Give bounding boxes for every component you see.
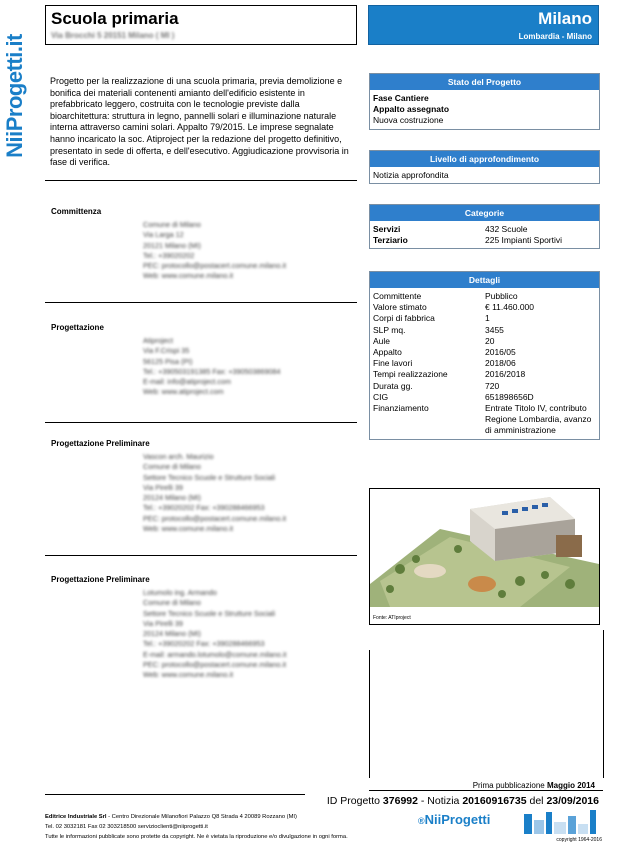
- notizia-value: 20160916735: [462, 795, 527, 807]
- footer-notice: Tutte le informazioni pubblicate sono protette da copyright. Ne è vietata la riproduzione e/o divulgazione in ogni forma.: [45, 834, 348, 840]
- section-committenza: [45, 207, 357, 282]
- contact-line: PEC: protocollo@postacert.comune.milano.it: [143, 660, 287, 670]
- right-column-rule: [369, 650, 370, 778]
- table-row: [373, 381, 596, 392]
- stato-tipo: Nuova costruzione: [373, 115, 444, 126]
- panel-header: Stato del Progetto: [370, 74, 599, 90]
- contact-line: Settore Tecnico Scuole e Strutture Sociali: [143, 472, 276, 482]
- right-edge-rule: [603, 630, 604, 778]
- contact-line: Via F.Crispi 35: [143, 346, 190, 356]
- contact-line: Web: www.comune.milano.it: [143, 524, 234, 534]
- table-row: [373, 224, 596, 235]
- footer-brand: [418, 812, 490, 827]
- footer-copyright: copyright 1964-2016: [556, 837, 602, 843]
- row-key: Servizi: [373, 224, 401, 234]
- table-row: [373, 313, 596, 324]
- notizia-label: - Notizia: [420, 795, 460, 807]
- row-key: SLP mq.: [373, 324, 406, 335]
- panel-body: [370, 221, 599, 248]
- contact-line: E-mail: armando.lotumolo@comune.milano.it: [143, 649, 287, 659]
- contact-line: Lotumolo ing. Armando: [143, 588, 217, 597]
- table-row: [373, 336, 596, 347]
- footer-logo: [418, 810, 602, 843]
- dettagli-table: [373, 291, 596, 437]
- first-publication: [473, 781, 595, 790]
- section-heading: Progettazione Preliminare: [51, 439, 150, 448]
- footer-address: - Centro Direzionale Milanofiori Palazzo Q8 Strada 4 20089 Rozzano (MI): [106, 814, 297, 820]
- contact-line: Atiproject: [143, 336, 173, 345]
- section-divider: [45, 302, 357, 303]
- page-title: Scuola primaria: [51, 9, 179, 28]
- section-progettazione-preliminare-2: [45, 575, 357, 681]
- contact-line: 20124 Milano (MI): [143, 493, 201, 503]
- title-box: [45, 5, 357, 45]
- registered-icon: ®: [418, 816, 425, 826]
- row-value: 720: [485, 380, 500, 391]
- table-row: [373, 291, 596, 302]
- row-value: 2016/2018: [485, 369, 526, 380]
- table-row: [373, 347, 596, 358]
- contact-line: PEC: protocollo@postacert.comune.milano.it: [143, 513, 287, 523]
- panel-header: Categorie: [370, 205, 599, 221]
- section-heading: Committenza: [51, 207, 102, 216]
- panel-stato: [369, 73, 600, 130]
- section-heading: Progettazione: [51, 323, 104, 332]
- project-id-line: [327, 795, 599, 807]
- row-key: Appalto: [373, 347, 402, 358]
- row-value: Pubblico: [485, 291, 518, 301]
- row-value: € 11.460.000: [485, 302, 534, 313]
- section-progettazione: [45, 323, 357, 398]
- contact-line: Via Pirelli 39: [143, 618, 183, 628]
- city-name: Milano: [538, 9, 592, 28]
- panel-dettagli: [369, 271, 600, 440]
- del-label: del: [529, 795, 544, 807]
- contact-line: Web: www.comune.milano.it: [143, 271, 234, 281]
- project-rendering: [369, 488, 600, 625]
- panel-body: [370, 90, 599, 129]
- row-value: Entrate Titolo IV, contributo Regione Lombardia, avanzo di amministrazione: [485, 403, 592, 436]
- side-logo-text: NiiProgetti.it: [2, 33, 27, 158]
- id-label: ID Progetto: [326, 795, 380, 807]
- row-key: Fine lavori: [373, 358, 413, 369]
- row-key: Corpi di fabbrica: [373, 313, 435, 324]
- row-key: Aule: [373, 335, 391, 346]
- table-row: [373, 369, 596, 380]
- table-row: [373, 235, 596, 246]
- panel-livello: [369, 150, 600, 184]
- table-row: [373, 403, 596, 437]
- footer-contacts: Tel. 02 3032181 Fax 02 303218500 servizioclienti@niiprogetti.it: [45, 824, 208, 830]
- photo-caption: Fonte: ATIproject: [373, 615, 411, 621]
- row-key: Valore stimato: [373, 302, 427, 313]
- contact-block: [143, 220, 357, 282]
- contact-block: [143, 452, 357, 534]
- section-divider: [45, 422, 357, 423]
- contact-line: 20124 Milano (MI): [143, 629, 201, 639]
- contact-line: Via Pirelli 39: [143, 482, 183, 492]
- rendering-image: [370, 489, 599, 607]
- contact-line: 56125 Pisa (PI): [143, 356, 193, 366]
- row-key: Terziario: [373, 235, 408, 246]
- footer-company-line: [45, 812, 405, 822]
- row-value: 225 Impianti Sportivi: [485, 235, 563, 246]
- row-key: Finanziamento: [373, 403, 429, 414]
- table-row: [373, 302, 596, 313]
- row-value: 651898656D: [485, 391, 534, 402]
- panel-categorie: [369, 204, 600, 249]
- panel-body: [370, 288, 599, 439]
- first-publication-date: Maggio 2014: [546, 781, 595, 790]
- skyline-icon: [524, 810, 602, 834]
- contact-line: Tel.: +39020202: [143, 250, 195, 260]
- row-value: 2016/05: [485, 347, 516, 358]
- row-key: Durata gg.: [373, 380, 413, 391]
- project-address: Via Brocchi 5 20151 Milano ( MI ): [51, 31, 175, 40]
- id-value: 376992: [382, 795, 418, 807]
- contact-line: Web: www.comune.milano.it: [143, 670, 234, 680]
- description-divider: [45, 180, 357, 181]
- city-box: [368, 5, 599, 45]
- contact-line: Tel.: +39020202 Fax: +390288466953: [143, 503, 265, 513]
- panel-body: [370, 167, 599, 183]
- contact-line: Web: www.atiproject.com: [143, 387, 224, 397]
- livello-value: Notizia approfondita: [373, 170, 449, 180]
- contact-line: Tel.: +39020202 Fax: +390288466953: [143, 639, 265, 649]
- row-value: 3455: [485, 324, 504, 335]
- categorie-table: [373, 224, 596, 246]
- contact-line: Tel.: +390503191385 Fax: +390503869084: [143, 366, 281, 376]
- section-progettazione-preliminare-1: [45, 439, 357, 534]
- footer-divider: [45, 794, 305, 795]
- contact-block: [143, 336, 357, 398]
- panel-header: Dettagli: [370, 272, 599, 288]
- contact-block: [143, 588, 357, 681]
- row-value: 2018/06: [485, 358, 516, 369]
- stato-fase: Fase Cantiere: [373, 93, 429, 103]
- contact-line: PEC: protocollo@postacert.comune.milano.it: [143, 261, 287, 271]
- project-description: Progetto per la realizzazione di una scuola primaria, previa demolizione e bonifica dei materiali contenenti amianto dell'edificio esistente in prefabbricato leggero, costruita con le tecnologie previste dalla bioarchitettura: struttura in legno, pannelli solari e illuminazione naturale interna attraverso camini solari. Appalto 79/2015. Le imprese segnalate hanno incaricato la soc. Atiproject per la redazione del progetto definitivo, presentato in sede di offerta, e dell'esecutivo. Aggiudicazione provvisoria in fase di verifica.: [50, 76, 349, 168]
- section-divider: [45, 555, 357, 556]
- row-value: 432 Scuole: [485, 224, 528, 234]
- publication-divider: [369, 790, 603, 791]
- section-heading: Progettazione Preliminare: [51, 575, 150, 584]
- side-logo: [2, 8, 28, 183]
- row-value: 20: [485, 335, 495, 346]
- contact-line: Comune di Milano: [143, 220, 201, 229]
- footer-company: Editrice Industriale Srl: [45, 814, 107, 820]
- row-value: 1: [485, 313, 490, 324]
- row-key: CIG: [373, 391, 389, 402]
- footer: [45, 812, 405, 842]
- contact-line: Via Larga 12: [143, 230, 184, 240]
- contact-line: 20121 Milano (MI): [143, 240, 201, 250]
- table-row: [373, 325, 596, 336]
- footer-brand-text: NiiProgetti: [424, 812, 491, 827]
- contact-line: Settore Tecnico Scuole e Strutture Sociali: [143, 608, 276, 618]
- table-row: [373, 392, 596, 403]
- del-value: 23/09/2016: [546, 795, 599, 807]
- table-row: [373, 358, 596, 369]
- stato-appalto: Appalto assegnato: [373, 104, 450, 115]
- contact-line: Vascon arch. Maurizio: [143, 452, 214, 461]
- first-publication-label: Prima pubblicazione: [472, 781, 545, 790]
- contact-line: Comune di Milano: [143, 462, 201, 472]
- row-key: Committente: [373, 291, 422, 301]
- row-key: Tempi realizzazione: [373, 369, 448, 380]
- region-name: Lombardia - Milano: [518, 32, 592, 41]
- contact-line: E-mail: info@atiproject.com: [143, 377, 231, 387]
- panel-header: Livello di approfondimento: [370, 151, 599, 167]
- contact-line: Comune di Milano: [143, 598, 201, 608]
